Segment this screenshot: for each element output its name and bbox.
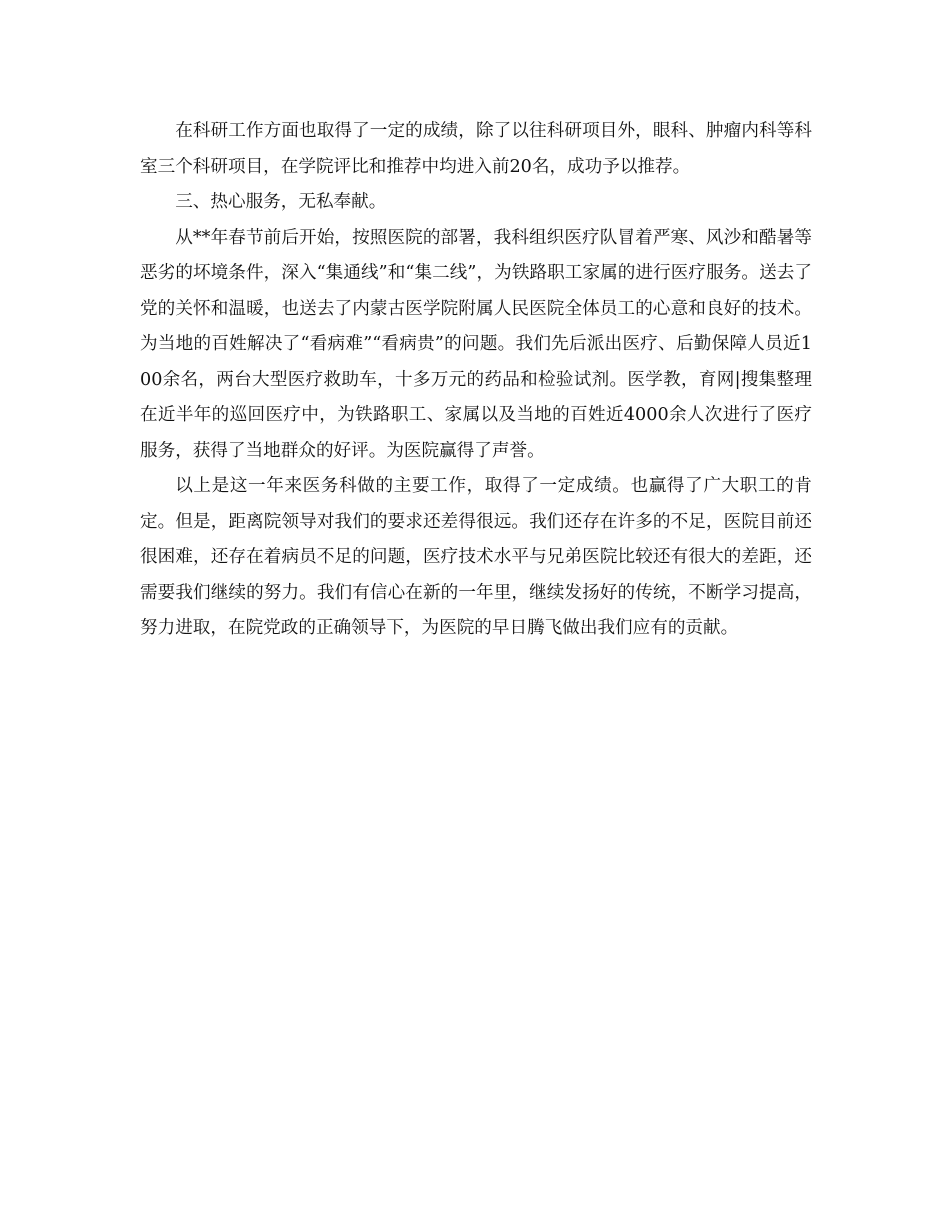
paragraph-medical-team: 从**年春节前后开始，按照医院的部署，我科组织医疗队冒着严寒、风沙和酷暑等恶劣的坏境条件，深入“集通线”和“集二线”，为铁路职工家属的进行医疗服务。送去了党的关怀和温暖，也送去了内蒙古医学院附属人民医院全体员工的心意和良好的技术。为当地的百姓解决了“看病难”“看病贵”的问题。我们先后派出医疗、后勤保障人员近100余名，两台大型医疗救助车，十多万元的药品和检验试剂。医学教，育网|搜集整理在近半年的巡回医疗中，为铁路职工、家属以及当地的百姓近4000余人次进行了医疗服务，获得了当地群众的好评。为医院赢得了声誉。 [140,227,812,461]
document-body [140,114,812,647]
section-heading-service: 三、热心服务，无私奉献。 [175,192,387,212]
paragraph-research: 在科研工作方面也取得了一定的成绩，除了以往科研项目外，眼科、肿瘤内科等科室三个科研项目，在学院评比和推荐中均进入前20名，成功予以推荐。 [140,121,812,177]
paragraph-summary: 以上是这一年来医务科做的主要工作，取得了一定成绩。也赢得了广大职工的肯定。但是，距离院领导对我们的要求还差得很远。我们还存在许多的不足，医院目前还很困难，还存在着病员不足的问题，医疗技术水平与兄弟医院比较还有很大的差距，还需要我们继续的努力。我们有信心在新的一年里，继续发扬好的传统，不断学习提高，努力进取，在院党政的正确领导下，为医院的早日腾飞做出我们应有的贡献。 [140,476,812,638]
